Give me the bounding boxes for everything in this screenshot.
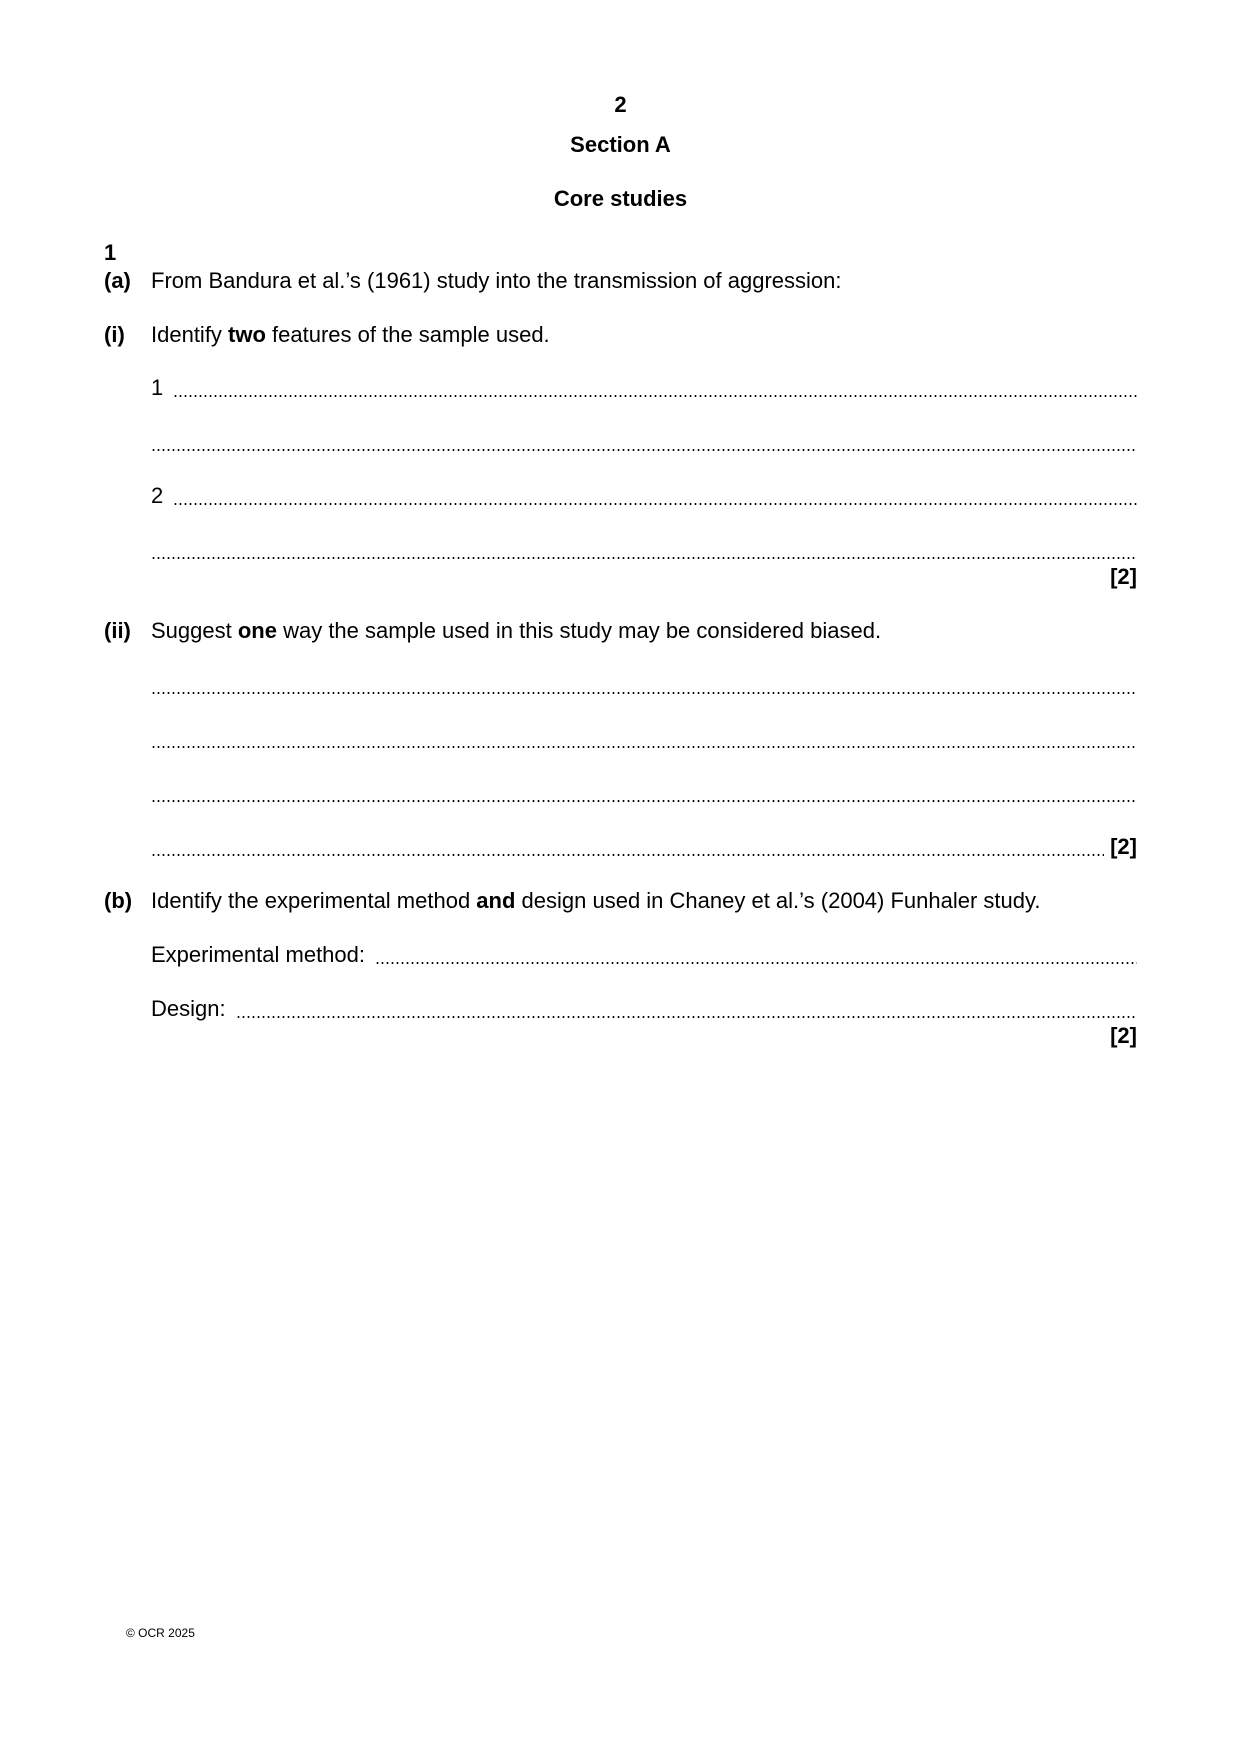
prompt-text: way the sample used in this study may be considered biased. — [276, 618, 882, 643]
copyright-footer: © OCR 2025 — [126, 1626, 195, 1640]
dotted-line — [151, 692, 1137, 694]
dotted-line — [151, 746, 1137, 748]
prompt-text: features of the sample used. — [265, 322, 550, 347]
section-title: Section A — [570, 132, 671, 157]
dotted-line — [173, 395, 1137, 397]
answer-line-i-1[interactable] — [151, 375, 1137, 401]
answer-line-label: Design: — [151, 996, 226, 1021]
part-a-ii-prompt — [151, 618, 881, 644]
answer-line-i-2-continued[interactable] — [151, 537, 1137, 563]
answer-line-label: 2 — [151, 483, 164, 508]
part-a-ii-label: (ii) — [104, 618, 131, 643]
part-a-i-prompt — [151, 322, 550, 348]
answer-line-ii-2[interactable] — [151, 726, 1137, 752]
answer-line-ii-3[interactable] — [151, 780, 1137, 806]
question-number: 1 — [104, 240, 117, 265]
dotted-line — [375, 962, 1137, 964]
part-b-label: (b) — [104, 888, 133, 913]
dotted-line — [151, 800, 1137, 802]
answer-line-label: 1 — [151, 375, 164, 400]
marks-a-i: [2] — [1110, 564, 1137, 589]
dotted-line — [236, 1016, 1137, 1018]
answer-line-ii-4[interactable] — [151, 834, 1137, 860]
prompt-emphasis: one — [237, 618, 277, 643]
part-a-i-label: (i) — [104, 322, 125, 347]
answer-line-label: Experimental method: — [151, 942, 365, 967]
answer-line-experimental-method[interactable] — [151, 942, 1137, 968]
marks-a-ii: [2] — [1110, 834, 1137, 859]
prompt-emphasis: two — [228, 322, 266, 347]
prompt-emphasis: and — [476, 888, 516, 913]
dotted-line — [173, 503, 1137, 505]
dotted-line — [151, 557, 1137, 559]
part-a-label: (a) — [104, 268, 131, 293]
part-a-stem: From Bandura et al.’s (1961) study into the transmission of aggression: — [151, 268, 842, 293]
dotted-line — [151, 449, 1137, 451]
prompt-text: Identify the experimental method — [151, 888, 477, 913]
page-number: 2 — [614, 92, 627, 117]
marks-b: [2] — [1110, 1023, 1137, 1048]
dotted-line — [151, 854, 1104, 856]
prompt-text: Suggest — [151, 618, 238, 643]
answer-line-i-1-continued[interactable] — [151, 429, 1137, 455]
answer-line-design[interactable] — [151, 996, 1137, 1022]
answer-line-i-2[interactable] — [151, 483, 1137, 509]
part-b-prompt — [151, 888, 1040, 914]
prompt-text: Identify — [151, 322, 229, 347]
section-subtitle: Core studies — [553, 186, 688, 211]
prompt-text: design used in Chaney et al.’s (2004) Funhaler study. — [515, 888, 1041, 913]
answer-line-ii-1[interactable] — [151, 672, 1137, 698]
